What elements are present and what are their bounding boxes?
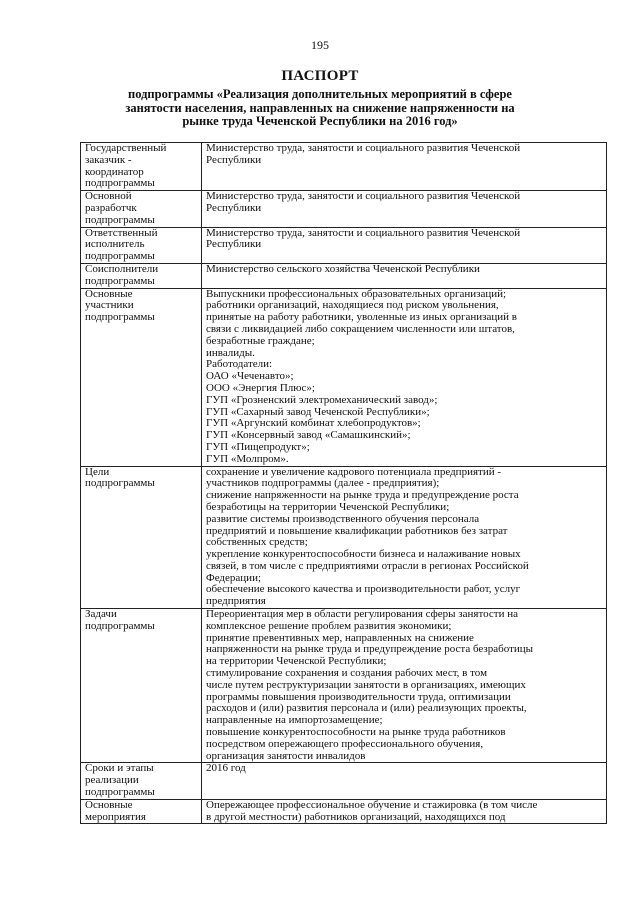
row-content-line: Республики [206, 202, 262, 214]
row-content-line: ГУП «Консервный завод «Самашкинский»; [206, 430, 411, 442]
row-label-line: Основной [85, 191, 132, 203]
row-content-line: ГУП «Аргунский комбинат хлебопродуктов»; [206, 418, 421, 430]
row-label-line: мероприятия [85, 811, 146, 823]
row-content-line: безработные граждане; [206, 335, 315, 347]
row-content-cell [202, 466, 607, 609]
row-content-cell [202, 763, 607, 799]
row-content-cell [202, 191, 607, 227]
row-content-line: обеспечение высокого качества и производительности работ, услуг [206, 584, 521, 596]
table-row [81, 263, 607, 288]
row-label-line: разработчк [85, 202, 137, 214]
row-content-cell [202, 799, 607, 824]
table-row [81, 466, 607, 609]
row-content-line: Переориентация мер в области регулирования сферы занятости на [206, 609, 519, 621]
passport-table [80, 142, 607, 824]
row-content-line: Министерство труда, занятости и социального развития Чеченской [206, 191, 521, 203]
row-content-line: программы повышения производительности труда, оптимизации [206, 691, 511, 703]
row-content-line: посредством опережающего профессионального обучения, [206, 738, 484, 750]
row-label-cell [81, 466, 202, 609]
row-content-line: собственных средств; [206, 537, 308, 549]
row-label-cell [81, 143, 202, 191]
row-content-line: принятые на работу работники, уволенные из иных организаций в [206, 312, 517, 324]
row-content-line: Опережающее профессиональное обучение и стажировка (в том числе [206, 799, 538, 811]
row-label-line: подпрограммы [85, 275, 155, 287]
subtitle-line: подпрограммы «Реализация дополнительных мероприятий в сфере [128, 88, 512, 101]
row-label-line: подпрограммы [85, 620, 155, 632]
row-label-line: реализации [85, 775, 139, 787]
row-label-line: заказчик - [85, 154, 132, 166]
row-label-line: Цели [85, 466, 110, 478]
row-content-line: Федерации; [206, 572, 262, 584]
row-content-line: ОАО «Чеченавто»; [206, 371, 294, 383]
row-label-line: участники [85, 300, 134, 312]
row-content-line: числе путем реструктуризации занятости в организациях, имеющих [206, 679, 526, 691]
row-label-line: подпрограммы [85, 214, 155, 226]
row-content-line: на территории Чеченской Республики; [206, 656, 387, 668]
row-content-line: Министерство труда, занятости и социального развития Чеченской [206, 143, 521, 154]
table-row [81, 763, 607, 799]
row-content-line: Выпускники профессиональных образовательных организаций; [206, 288, 507, 300]
table-row [81, 799, 607, 824]
row-content-line: работники организаций, находящиеся под риском увольнения, [206, 300, 499, 312]
row-content-line: предприятий и повышение квалификации работников без затрат [206, 525, 508, 537]
row-content-line: расходов и (или) развития персонала и (или) реализующих проекты, [206, 703, 527, 715]
row-label-line: Основные [85, 799, 133, 811]
table-row [81, 288, 607, 466]
row-label-line: Сроки и этапы [85, 763, 154, 775]
row-content-line: Республики [206, 239, 262, 251]
row-content-line: связи с ликвидацией либо сокращением численности или штатов, [206, 323, 515, 335]
passport-table-body [81, 143, 607, 824]
table-row [81, 227, 607, 263]
row-label-line: подпрограммы [85, 312, 155, 324]
subtitle-line: рынке труда Чеченской Республики на 2016 год» [182, 115, 458, 128]
row-label-line: Государственный [85, 143, 167, 154]
table-row [81, 609, 607, 763]
row-content-line: укрепление конкурентоспособности бизнеса и налаживание новых [206, 549, 521, 561]
row-content-line: предприятия [206, 596, 266, 608]
row-label-line: подпрограммы [85, 178, 155, 190]
row-content-cell [202, 227, 607, 263]
row-label-cell [81, 191, 202, 227]
row-content-line: принятие превентивных мер, направленных на снижение [206, 632, 474, 644]
row-content-line: Министерство сельского хозяйства Чеченской Республики [206, 263, 480, 275]
page-number: 195 [311, 38, 329, 52]
row-content-line: связей, в том числе с предприятиями отрасли в регионах Российской [206, 560, 529, 572]
table-row [81, 191, 607, 227]
row-content-line: напряженности на рынке труда и предупреждение роста безработицы [206, 644, 534, 656]
row-content-line: безработицы на территории Чеченской Республики; [206, 501, 450, 513]
row-content-line: ГУП «Грозненский электромеханический завод»; [206, 394, 438, 406]
row-content-cell [202, 143, 607, 191]
row-content-line: инвалиды. [206, 347, 255, 359]
row-label-line: Основные [85, 288, 133, 300]
row-content-line: стимулирование сохранения и создания рабочих мест, в том [206, 668, 488, 680]
row-content-cell [202, 609, 607, 763]
row-content-line: ГУП «Молпром». [206, 453, 289, 465]
row-content-line: снижение напряженности на рынке труда и предупреждение роста [206, 490, 519, 502]
row-content-line: сохранение и увеличение кадрового потенциала предприятий - [206, 466, 502, 478]
row-label-cell [81, 263, 202, 288]
row-content-cell [202, 263, 607, 288]
row-content-line: ГУП «Пищепродукт»; [206, 441, 310, 453]
row-content-line: организация занятости инвалидов [206, 750, 366, 762]
table-row [81, 143, 607, 191]
row-content-line: в другой местности) работников организаций, находящихся под [206, 811, 506, 823]
row-label-line: подпрограммы [85, 787, 155, 799]
row-content-line: повышение конкурентоспособности на рынке труда работников [206, 727, 506, 739]
row-label-cell [81, 799, 202, 824]
row-label-line: Соисполнители [85, 263, 159, 275]
row-content-cell [202, 288, 607, 466]
document-title: ПАСПОРТ [281, 68, 359, 84]
row-label-line: координатор [85, 166, 144, 178]
document-subtitle [90, 88, 550, 129]
row-content-line: Министерство труда, занятости и социального развития Чеченской [206, 227, 521, 239]
row-content-line: комплексное решение проблем развития экономики; [206, 620, 452, 632]
row-content-line: развитие системы производственного обучения персонала [206, 513, 480, 525]
row-label-line: подпрограммы [85, 251, 155, 263]
row-label-cell [81, 763, 202, 799]
row-content-line: ГУП «Сахарный завод Чеченской Республики»; [206, 406, 430, 418]
row-label-cell [81, 288, 202, 466]
subtitle-line: занятости населения, направленных на снижение напряженности на [125, 101, 515, 115]
row-label-line: исполнитель [85, 239, 145, 251]
row-label-line: Ответственный [85, 227, 158, 239]
row-label-cell [81, 609, 202, 763]
row-content-line: ООО «Энергия Плюс»; [206, 382, 315, 394]
row-content-line: 2016 год [206, 763, 246, 775]
row-label-cell [81, 227, 202, 263]
row-content-line: Республики [206, 154, 262, 166]
row-label-line: Задачи [85, 609, 117, 621]
row-content-line: участников подпрограммы (далее - предприятия); [206, 478, 440, 490]
row-content-line: направленные на импортозамещение; [206, 715, 383, 727]
row-content-line: Работодатели: [206, 359, 273, 371]
row-label-line: подпрограммы [85, 478, 155, 490]
